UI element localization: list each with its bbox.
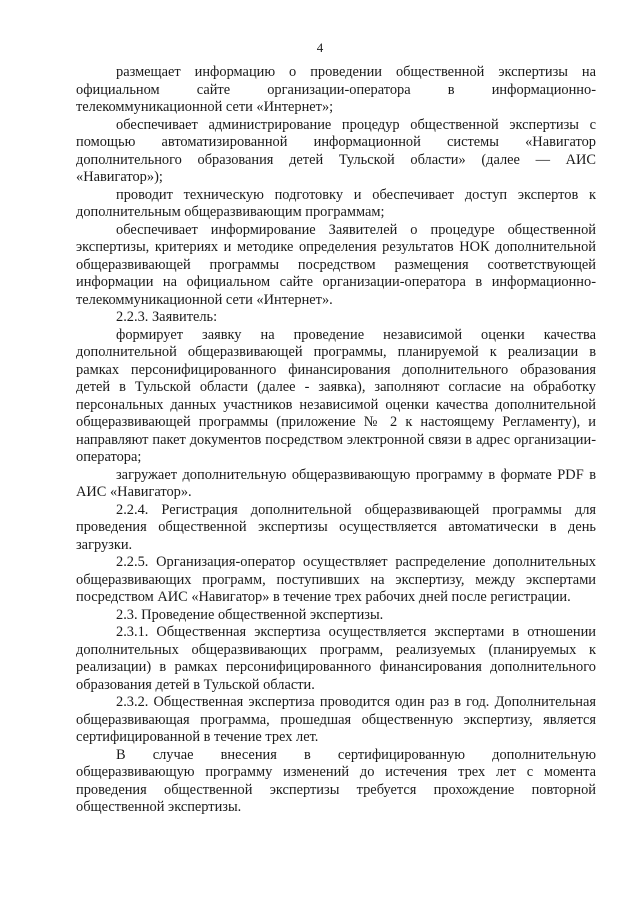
paragraph: загружает дополнительную общеразвивающую программу в формате PDF в АИС «Навигатор». [76, 466, 596, 500]
paragraph: 2.3.1. Общественная экспертиза осуществляется экспертами в отношении дополнительных общеразвивающих программ, реализуемых (планируемых к реализации) в рамках персонифицированного финансирования дополнительного образования детей в Тульской области. [76, 624, 596, 693]
page-number: 4 [316, 40, 324, 55]
paragraph: 2.2.5. Организация-оператор осуществляет распределение дополнительных общеразвивающих программ, поступивших на экспертизу, между экспертами посредством АИС «Навигатор» в течение трех рабочих дней после регистрации. [76, 554, 596, 605]
paragraph: 2.2.4. Регистрация дополнительной общеразвивающей программы для проведения общественной экспертизы осуществляется автоматически в день загрузки. [76, 501, 596, 553]
document-body [76, 64, 596, 817]
paragraph: В случае внесения в сертифицированную дополнительную общеразвивающую программу изменений до истечения трех лет с момента проведения общественной экспертизы требуется прохождение повторной общественной экспертизы. [76, 746, 596, 815]
paragraph: обеспечивает информирование Заявителей о процедуре общественной экспертизы, критериях и методике определения результатов НОК дополнительной общеразвивающей программы посредством размещения соответствующей информации на официальном сайте организации-оператора в информационно-телекоммуникационной сети «Интернет». [76, 221, 596, 308]
section-heading: 2.3. Проведение общественной экспертизы. [116, 606, 384, 623]
paragraph: формирует заявку на проведение независимой оценки качества дополнительной общеразвивающей программы, планируемой к реализации в рамках персонифицированного финансирования дополнительного образования детей в Тульской области (далее - заявка), заполняют согласие на обработку персональных данных участников независимой оценки качества дополнительной общеразвивающей программы (приложение № 2 к настоящему Регламенту), и направляют пакет документов посредством электронной связи в адрес организации-оператора; [76, 326, 596, 465]
paragraph: размещает информацию о проведении общественной экспертизы на официальном сайте организации-оператора в информационно-телекоммуникационной сети «Интернет»; [76, 64, 596, 115]
paragraph: 2.3.2. Общественная экспертиза проводится один раз в год. Дополнительная общеразвивающая программа, прошедшая общественную экспертизу, является сертифицированной в течение трех лет. [76, 694, 596, 745]
paragraph: обеспечивает администрирование процедур общественной экспертизы с помощью автоматизированной информационной системы «Навигатор дополнительного образования детей Тульской области» (далее — АИС «Навигатор»); [76, 116, 596, 185]
paragraph: проводит техническую подготовку и обеспечивает доступ экспертов к дополнительным общеразвивающим программам; [76, 186, 596, 220]
section-heading: 2.2.3. Заявитель: [116, 309, 218, 325]
